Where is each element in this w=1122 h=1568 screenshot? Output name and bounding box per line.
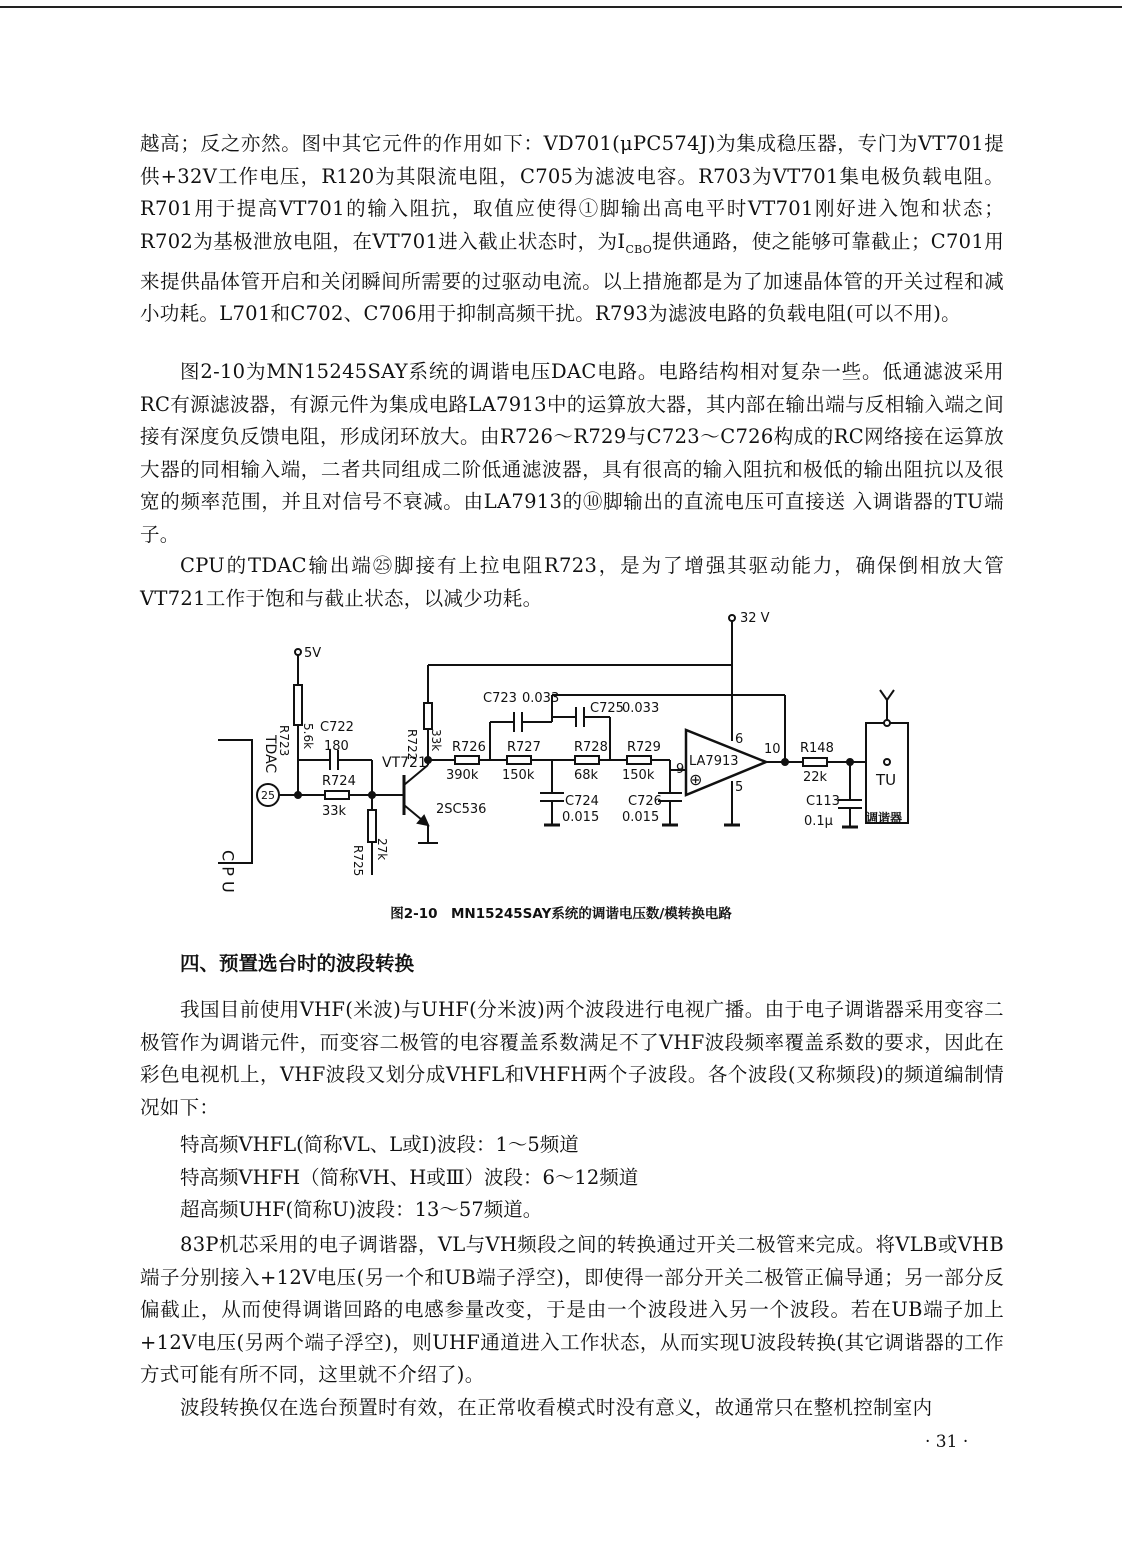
circuit-diagram: [0, 605, 1122, 905]
label-r728-value: 68k: [574, 768, 599, 783]
paragraph-3: CPU的TDAC输出端㉕脚接有上拉电阻R723，是为了增强其驱动能力，确保倒相放大管VT721工作于饱和与截止状态，以减少功耗。: [140, 554, 1004, 610]
page-number: · 31 ·: [925, 1432, 969, 1452]
label-r723: R723: [277, 725, 291, 757]
label-2sc536: 2SC536: [436, 802, 487, 817]
label-c723: C723: [483, 691, 517, 706]
section-heading: 四、预置选台时的波段转换: [180, 952, 415, 975]
label-pin25: 25: [261, 789, 275, 802]
label-r148: R148: [800, 741, 834, 756]
list-item: 特高频VHFH（简称VH、H或Ⅲ）波段：6～12频道: [180, 1166, 639, 1189]
label-c722-value: 180: [324, 739, 349, 754]
label-c724-value: 0.015: [562, 810, 600, 825]
label-tuner: 调谐器: [866, 811, 903, 825]
label-r725-value: 27k: [375, 838, 389, 861]
label-r722: R722: [405, 729, 419, 761]
paragraph-4: 我国目前使用VHF(米波)与UHF(分米波)两个波段进行电视广播。由于电子调谐器采用变容二极管作为调谐元件，而变容二极管的电容覆盖系数满足不了VHF波段频率覆盖系数的要求，因此在彩色电视机上，VHF波段又划分成VHFL和VHFH两个子波段。各个波段(又称频段)的频道编制情况如下：: [140, 998, 1004, 1119]
label-c724: C724: [565, 794, 599, 809]
list-item: 超高频UHF(简称U)波段：13～57频道。: [180, 1198, 543, 1221]
label-c723-value: 0.033: [522, 691, 560, 706]
label-c726: C726: [628, 794, 662, 809]
label-pin6: 6: [735, 732, 744, 747]
label-pin10: 10: [764, 742, 781, 757]
label-c725: C725: [590, 701, 624, 716]
label-5v: 5V: [304, 646, 322, 661]
label-r724: R724: [322, 774, 356, 789]
label-r723-value: 5.6k: [301, 723, 315, 750]
paragraph-2: 图2-10为MN15245SAY系统的调谐电压DAC电路。电路结构相对复杂一些。低通滤波采用RC有源滤波器，有源元件为集成电路LA7913中的运算放大器，其内部在输出端与反相输入端之间接有深度负反馈电阻，形成闭环放大。由R726～R729与C723～C726构成的RC网络接在运算放大器的同相输入端，二者共同组成二阶低通滤波器，具有很高的输入阻抗和极低的输出阻抗以及很宽的频率范围，并且对信号不衰减。由LA7913的⑩脚输出的直流电压可直接送 入调谐器的TU端子。: [140, 360, 1004, 546]
paragraph-6: 波段转换仅在选台预置时有效，在正常收看模式时没有意义，故通常只在整机控制室内: [180, 1396, 933, 1419]
label-r727: R727: [507, 740, 541, 755]
label-tdac: TDAC: [262, 735, 278, 774]
label-tu: TU: [876, 771, 897, 789]
label-c725-value: 0.033: [622, 701, 660, 716]
label-c113: C113: [806, 794, 840, 809]
op-amp-plus-sign: ⊕: [689, 770, 703, 789]
label-pin9: 9: [676, 762, 685, 777]
label-r724-value: 33k: [322, 804, 347, 819]
paragraph-5: 83P机芯采用的电子调谐器，VL与VH频段之间的转换通过开关二极管来完成。将VLB或VHB端子分别接入+12V电压(另一个和UB端子浮空)，即使得一部分开关二极管正偏导通；另一部分反偏截止，从而使得调谐回路的电感参量改变，于是由一个波段进入另一个波段。若在UB端子加上+12V电压(另两个端子浮空)，则UHF通道进入工作状态，从而实现U波段转换(其它调谐器的工作方式可能有所不同，这里就不介绍了)。: [140, 1233, 1004, 1386]
page-top-border: [0, 6, 1122, 8]
label-c726-value: 0.015: [622, 810, 660, 825]
label-r725: R725: [351, 845, 365, 877]
label-c722: C722: [320, 720, 354, 735]
label-vt721: VT721: [382, 755, 427, 771]
label-r148-value: 22k: [803, 770, 828, 785]
paragraph-1: 越高；反之亦然。图中其它元件的作用如下：VD701(μPC574J)为集成稳压器，专门为VT701提供+32V工作电压，R120为其限流电阻，C705为滤波电容。R703为VT701集电极负载电阻。R701用于提高VT701的输入阻抗，取值应使得①脚输出高电平时VT701刚好进入饱和状态；R702为基极泄放电阻，在VT701进入截止状态时，为$I_{CBO}$提供通路，使之能够可靠截止；C701用来提供晶体管开启和关闭瞬间所需要的过驱动电流。以上措施都是为了加速晶体管的开关过程和减小功耗。L701和C702、C706用于抑制高频干扰。R793为滤波电路的负载电阻(可以不用)。: [140, 132, 1004, 326]
label-r729: R729: [627, 740, 661, 755]
label-r726: R726: [452, 740, 486, 755]
label-pin5: 5: [735, 780, 744, 795]
list-item: 特高频VHFL(简称VL、L或Ⅰ)波段：1～5频道: [180, 1133, 579, 1156]
label-32v: 32 V: [740, 611, 770, 626]
label-la7913: LA7913: [689, 754, 739, 769]
label-r728: R728: [574, 740, 608, 755]
figure-caption: 图2-10 MN15245SAY系统的调谐电压数/模转换电路: [390, 906, 732, 922]
label-cpu: C P U: [218, 850, 238, 893]
label-r726-value: 390k: [446, 768, 479, 783]
label-r727-value: 150k: [502, 768, 535, 783]
label-r729-value: 150k: [622, 768, 655, 783]
label-r722-value: 33k: [429, 729, 443, 752]
label-c113-value: 0.1μ: [804, 814, 833, 829]
